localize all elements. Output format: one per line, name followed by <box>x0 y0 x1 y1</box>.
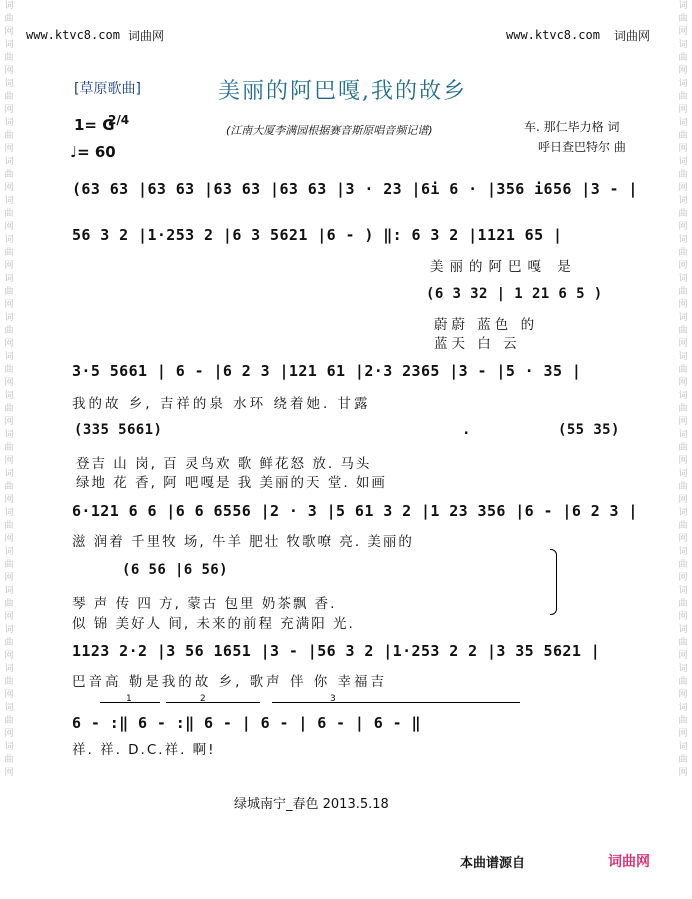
verse-brace <box>550 549 557 615</box>
time-signature: 2/4 <box>108 113 130 127</box>
side-watermark-left: 词曲网 词曲网 词曲网 词曲网 词曲网 词曲网 词曲网 词曲网 词曲网 词曲网 词曲网 词曲网 词曲网 词曲网 词曲网 词曲网 词曲网 词曲网 词曲网 词曲网 <box>4 1 14 778</box>
lyric-line-5: 巴音高 勒是我的故 乡, 歌声 伴 你 幸福吉 <box>72 674 388 690</box>
volta-bracket-2 <box>166 702 260 704</box>
song-title: 美丽的阿巴嘎,我的故乡 <box>218 79 467 104</box>
score-line-4: 6·121 6 6 |6 6 6556 |2 · 3 |5 61 3 2 |1 23 356 |6 - |6 2 3 | <box>72 502 638 520</box>
site-name-right[interactable]: 词曲网 <box>614 29 651 43</box>
score-line-2-alt: (6 3 32 | 1 21 6 5 ) <box>426 286 603 302</box>
volta-bracket-3 <box>272 702 520 704</box>
side-watermark-right: 词曲网 词曲网 词曲网 词曲网 词曲网 词曲网 词曲网 词曲网 词曲网 词曲网 词曲网 词曲网 词曲网 词曲网 词曲网 词曲网 词曲网 词曲网 词曲网 词曲网 <box>678 1 688 778</box>
lyric-line-2-alt-1: 蔚蔚 蓝色 的 <box>434 317 539 333</box>
lyric-line-3: 我的故 乡, 吉祥的泉 水环 绕着她. 甘露 <box>72 396 371 412</box>
footer-source-label: 本曲谱源自 <box>460 856 526 871</box>
tempo-marking: ♩= 60 <box>70 143 116 161</box>
score-line-3-alt-dot: . <box>462 422 471 438</box>
score-line-4-alt: (6 56 |6 56) <box>122 562 228 578</box>
site-url-left[interactable]: www.ktvc8.com <box>26 28 120 42</box>
volta-number-2: 2 <box>200 694 206 704</box>
score-line-3-alt: (335 5661) <box>74 422 163 438</box>
score-line-2: 56 3 2 |1·253 2 |6 3 5621 |6 - ) ‖: 6 3 2 |1121 65 | <box>72 226 563 244</box>
lyric-line-3-verse-2: 登吉 山 岗, 百 灵鸟欢 歌 鲜花怒 放. 马头 <box>76 456 372 472</box>
footer-brand-link[interactable]: 词曲网 <box>608 854 650 870</box>
score-line-1: (63 63 |63 63 |63 63 |63 63 |3 · 23 |6i 6 · |356 i656 |3 - | <box>72 180 638 198</box>
composer-credit: 呼日查巴特尔 曲 <box>538 140 626 154</box>
score-line-3-alt-right: (55 35) <box>558 422 620 438</box>
volta-number-3: 3 <box>330 694 336 704</box>
score-line-5: 1123 2·2 |3 56 1651 |3 - |56 3 2 |1·253 2 2 |3 35 5621 | <box>72 642 601 660</box>
lyric-line-4-verse-2: 琴 声 传 四 方, 蒙古 包里 奶茶飘 香. <box>72 596 337 612</box>
site-url-right[interactable]: www.ktvc8.com <box>506 28 600 42</box>
lyric-line-2-alt-2: 蓝天 白 云 <box>434 336 521 352</box>
site-name-left[interactable]: 词曲网 <box>128 29 165 43</box>
score-line-6: 6 - :‖ 6 - :‖ 6 - | 6 - | 6 - | 6 - ‖ <box>72 714 421 732</box>
volta-number-1: 1 <box>126 694 132 704</box>
transcriber-signature: 绿城南宁_春色 2013.5.18 <box>234 797 389 812</box>
lyric-line-6: 祥. 祥. D.C.祥. 啊! <box>72 742 216 758</box>
genre-label: [草原歌曲] <box>74 81 141 97</box>
key-signature: 1= G <box>74 116 115 134</box>
transcription-note: (江南大厦李满园根据赛音斯原唱音频记谱) <box>226 124 433 137</box>
lyricist-credit: 车. 那仁毕力格 词 <box>524 120 620 134</box>
lyric-line-4: 滋 润着 千里牧 场, 牛羊 肥壮 牧歌嘹 亮. 美丽的 <box>72 534 414 550</box>
lyric-line-4-verse-3: 似 锦 美好人 间, 未来的前程 充满阳 光. <box>72 616 355 632</box>
lyric-line-2: 美丽的阿巴嘎 是 <box>430 259 577 275</box>
score-line-3: 3·5 5661 | 6 - |6 2 3 |121 61 |2·3 2365 |3 - |5 · 35 | <box>72 362 582 380</box>
lyric-line-3-verse-3: 绿地 花 香, 阿 吧嘎是 我 美丽的天 堂. 如画 <box>76 475 387 491</box>
